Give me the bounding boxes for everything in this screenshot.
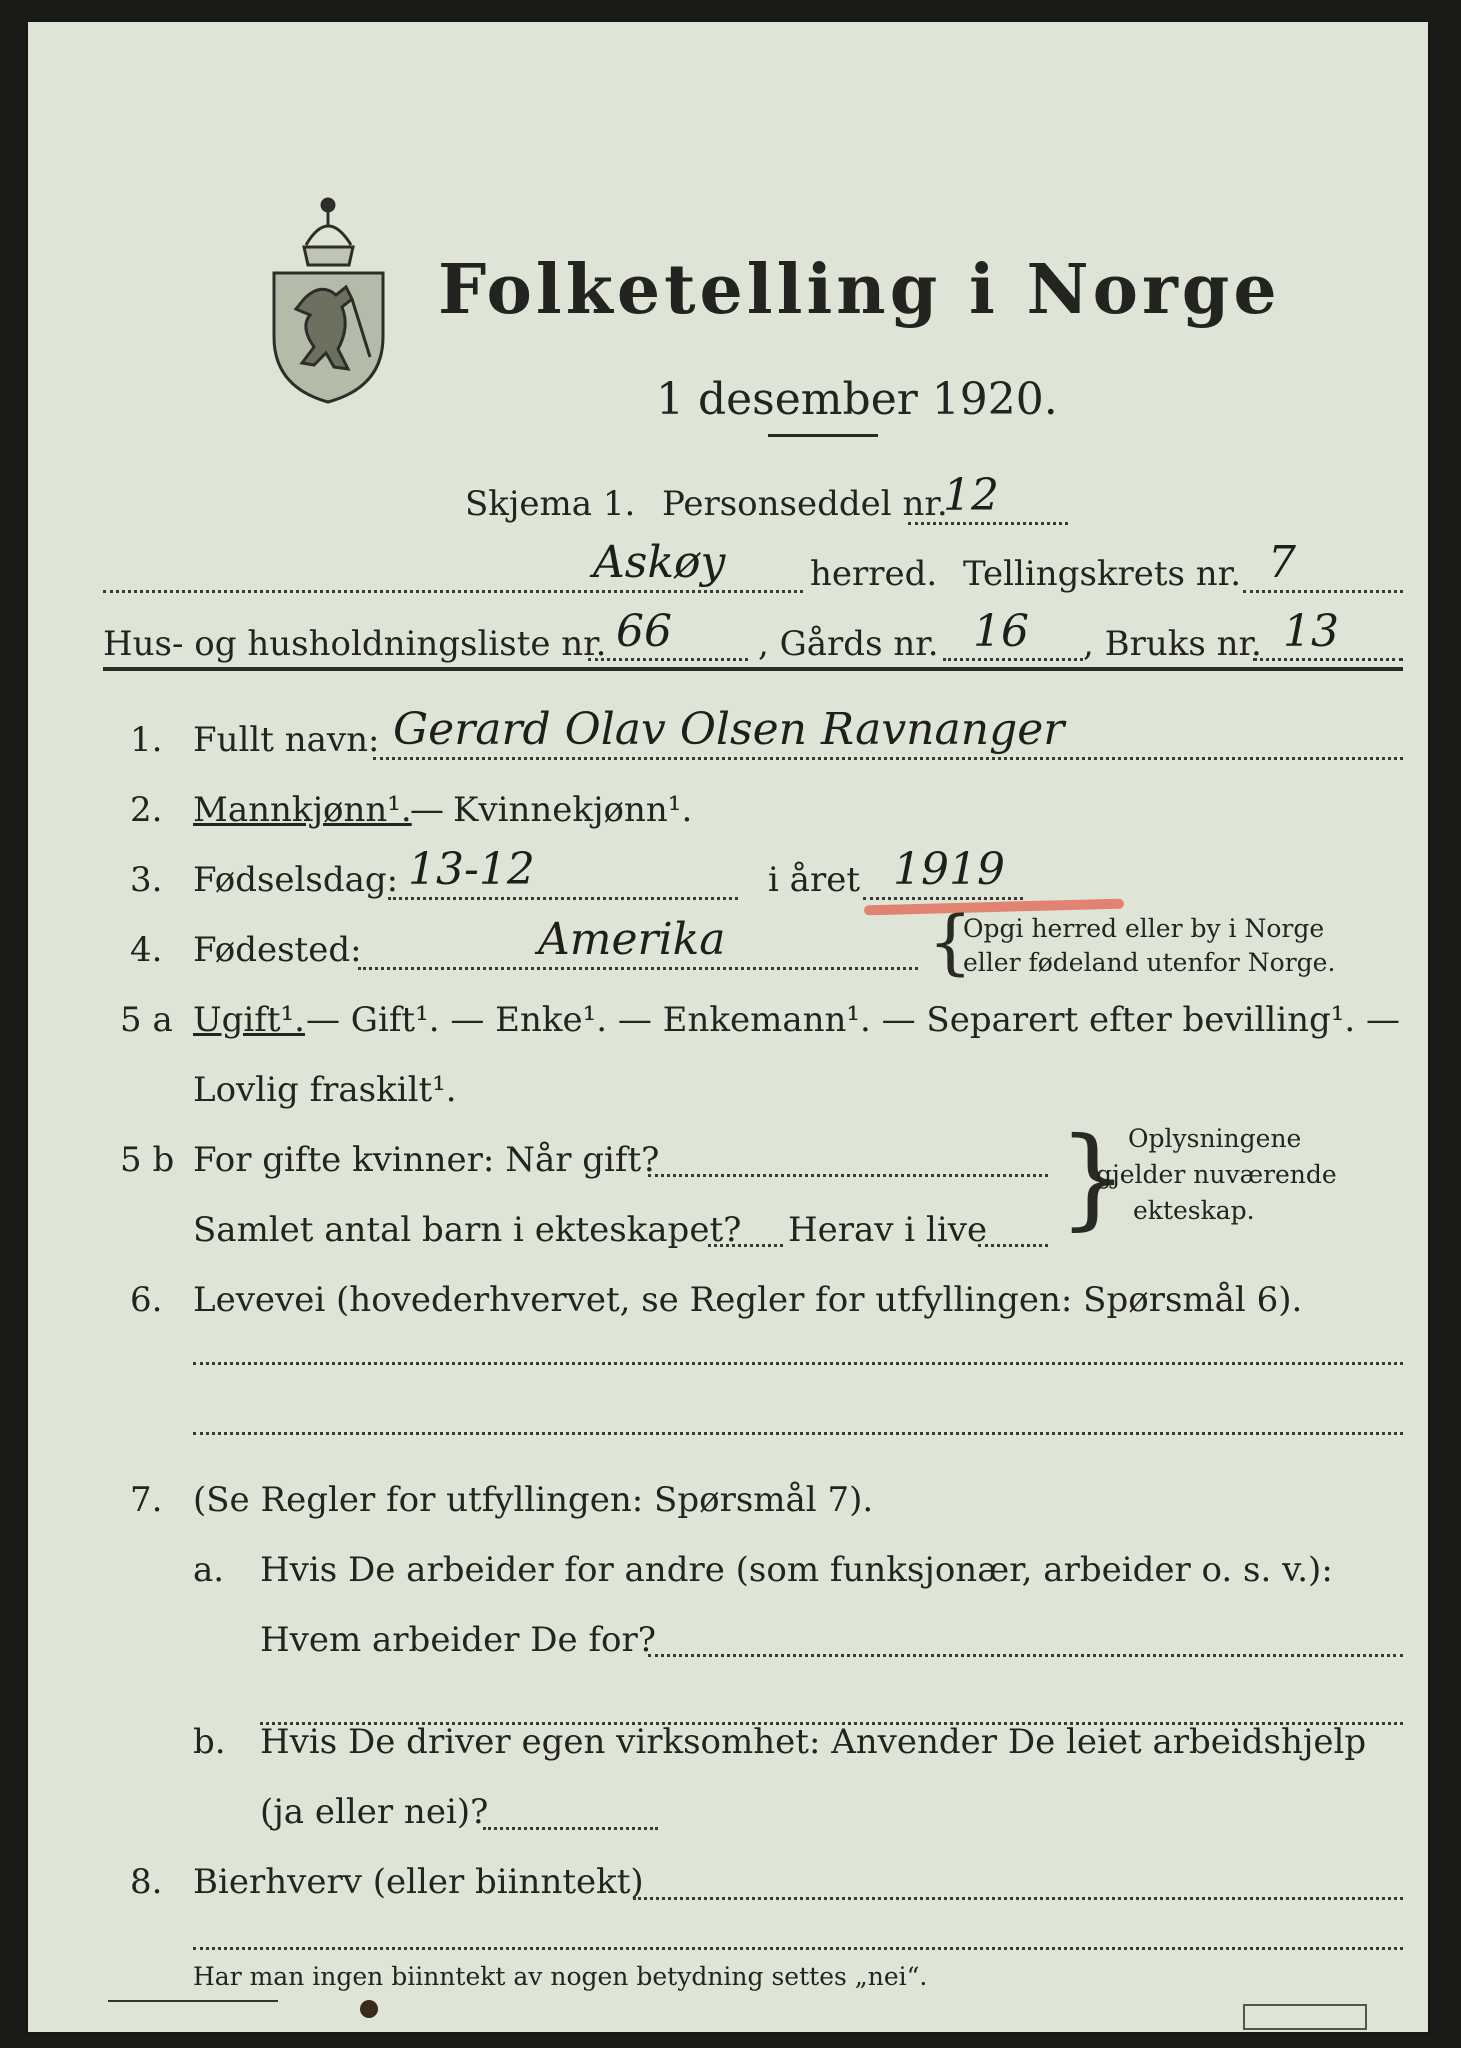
- occupation-line-1: [193, 1362, 1403, 1365]
- bruks-label: , Bruks nr.: [1083, 624, 1262, 664]
- q7-label: (Se Regler for utfyllingen: Spørsmål 7).: [193, 1480, 874, 1520]
- birthdate-value[interactable]: 13-12: [408, 844, 535, 895]
- tellingskrets-value[interactable]: 7: [1268, 537, 1296, 588]
- side-income-line-2: [193, 1947, 1403, 1950]
- birthdate-label: Fødselsdag:: [193, 860, 399, 900]
- married-when-line: [648, 1174, 1048, 1177]
- footer-note: Har man ingen biinntekt av nogen betydning settes „nei“.: [193, 1962, 928, 1991]
- q4-number: 4.: [130, 930, 163, 970]
- personseddel-line: [908, 522, 1068, 525]
- household-list-label: Hus- og husholdningsliste nr.: [103, 624, 607, 664]
- marriage-note-line1: Oplysningene: [1128, 1124, 1302, 1153]
- employer-label: Hvem arbeider De for?: [260, 1620, 656, 1660]
- birthplace-value[interactable]: Amerika: [538, 914, 726, 965]
- herred-line: [103, 590, 803, 593]
- q7b-letter: b.: [193, 1722, 226, 1762]
- herred-label: herred.: [810, 554, 938, 594]
- ink-spot: [360, 2000, 378, 2018]
- household-list-line: [588, 658, 748, 661]
- children-alive-label: Herav i live: [788, 1210, 988, 1250]
- q3-number: 3.: [130, 860, 163, 900]
- q5b-number: 5 b: [120, 1140, 175, 1180]
- full-name-line: [373, 757, 1403, 760]
- occupation-line-2: [193, 1432, 1403, 1435]
- gards-line: [943, 658, 1083, 661]
- census-date: 1 desember 1920.: [656, 374, 1058, 425]
- marriage-note-line3: ekteskap.: [1133, 1196, 1255, 1225]
- birth-year-value[interactable]: 1919: [893, 844, 1005, 895]
- q6-number: 6.: [130, 1280, 163, 1320]
- stamp-box: [1243, 2004, 1367, 2030]
- children-total-line: [708, 1244, 783, 1247]
- tellingskrets-line: [1243, 590, 1403, 593]
- q7a-text: Hvis De arbeider for andre (som funksjonær, arbeider o. s. v.):: [260, 1550, 1333, 1590]
- gards-label: , Gårds nr.: [758, 624, 939, 664]
- marriage-note-line2: gjelder nuværende: [1096, 1160, 1337, 1189]
- birthplace-note-line1: Opgi herred eller by i Norge: [963, 914, 1325, 943]
- sex-dash: —: [410, 790, 444, 830]
- q7b-text: Hvis De driver egen virksomhet: Anvender De leiet arbeidshjelp: [260, 1722, 1367, 1762]
- q1-label: Fullt navn:: [193, 720, 380, 760]
- employer-line-1: [648, 1654, 1403, 1657]
- marriage-note-brace: }: [1058, 1113, 1128, 1241]
- form-title: Folketelling i Norge: [438, 250, 1281, 330]
- personseddel-value[interactable]: 12: [943, 470, 999, 521]
- sex-female-option[interactable]: Kvinnekjønn¹.: [453, 790, 693, 830]
- marital-divorced-option[interactable]: Lovlig fraskilt¹.: [193, 1070, 457, 1110]
- birthdate-line: [388, 897, 738, 900]
- birthplace-note-brace: {: [928, 901, 973, 983]
- hired-help-line: [483, 1827, 658, 1830]
- full-name-value[interactable]: Gerard Olav Olsen Ravnanger: [393, 704, 1065, 755]
- q7a-letter: a.: [193, 1550, 225, 1590]
- hired-help-label: (ja eller nei)?: [260, 1792, 489, 1832]
- birth-year-line: [863, 897, 1023, 900]
- marital-unmarried-option[interactable]: Ugift¹.: [193, 1000, 305, 1040]
- birthplace-label: Fødested:: [193, 930, 362, 970]
- q1-number: 1.: [130, 720, 163, 760]
- footnote-rule: [108, 2000, 278, 2002]
- side-income-line-1: [633, 1897, 1403, 1900]
- gards-value[interactable]: 16: [973, 606, 1029, 657]
- bruks-value[interactable]: 13: [1283, 606, 1339, 657]
- children-alive-line: [978, 1244, 1048, 1247]
- header-divider: [103, 667, 1403, 671]
- birth-year-label: i året: [768, 860, 860, 900]
- census-form-page: [28, 22, 1428, 2032]
- q5a-number: 5 a: [120, 1000, 173, 1040]
- children-total-label: Samlet antal barn i ekteskapet?: [193, 1210, 742, 1250]
- marital-other-options[interactable]: — Gift¹. — Enke¹. — Enkemann¹. — Separert efter bevilling¹. —: [306, 1000, 1401, 1040]
- herred-value[interactable]: Askøy: [593, 537, 726, 588]
- side-income-label: Bierhverv (eller biinntekt): [193, 1862, 644, 1902]
- tellingskrets-label: Tellingskrets nr.: [963, 554, 1242, 594]
- q8-number: 8.: [130, 1862, 163, 1902]
- sex-male-option[interactable]: Mannkjønn¹.: [193, 790, 412, 830]
- personseddel-label: Personseddel nr.: [662, 484, 948, 524]
- married-when-label: For gifte kvinner: Når gift?: [193, 1140, 660, 1180]
- birthplace-note-line2: eller fødeland utenfor Norge.: [963, 948, 1336, 977]
- q7-number: 7.: [130, 1480, 163, 1520]
- q2-number: 2.: [130, 790, 163, 830]
- birthplace-line: [358, 967, 918, 970]
- title-divider: [768, 434, 878, 437]
- norwegian-coat-of-arms-icon: [266, 187, 391, 407]
- occupation-label: Levevei (hovederhvervet, se Regler for utfyllingen: Spørsmål 6).: [193, 1280, 1303, 1320]
- household-list-value[interactable]: 66: [616, 606, 672, 657]
- schema-label: Skjema 1.: [465, 484, 636, 524]
- bruks-line: [1253, 658, 1403, 661]
